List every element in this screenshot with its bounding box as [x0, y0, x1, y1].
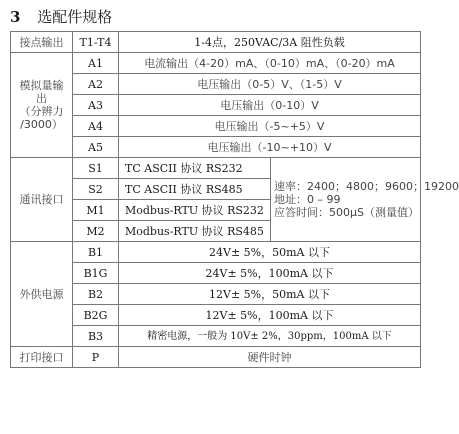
analog-label-line: 出 — [36, 92, 47, 105]
option-desc: 硬件时钟 — [119, 347, 421, 368]
option-code: P — [73, 347, 119, 368]
option-desc: 电压输出（0-10）V — [119, 95, 421, 116]
option-desc: TC ASCII 协议 RS485 — [119, 179, 271, 200]
options-spec-table — [10, 31, 459, 368]
option-desc: Modbus-RTU 协议 RS232 — [119, 200, 271, 221]
table-row — [11, 242, 421, 263]
option-code: B1 — [73, 242, 119, 263]
option-code: S2 — [73, 179, 119, 200]
option-desc: Modbus-RTU 协议 RS485 — [119, 221, 271, 242]
table-row — [11, 326, 421, 347]
table-row — [11, 95, 421, 116]
analog-output-label — [11, 53, 73, 158]
section-heading: 选配件规格 — [37, 8, 113, 26]
table-row — [11, 263, 421, 284]
option-code: B2 — [73, 284, 119, 305]
relay-output-desc: 1-4点，250VAC/3A 阻性负载 — [119, 32, 421, 53]
option-desc: 12V± 5%，100mA 以下 — [119, 305, 421, 326]
option-code: A5 — [73, 137, 119, 158]
section-number: 3 — [10, 8, 21, 26]
option-desc: TC ASCII 协议 RS232 — [119, 158, 271, 179]
option-desc: 12V± 5%，50mA 以下 — [119, 284, 421, 305]
external-power-label: 外供电源 — [11, 242, 73, 347]
table-row — [11, 53, 421, 74]
response-time-text: 应答时间：500μS（测量值） — [274, 206, 419, 219]
table-row — [11, 158, 421, 179]
table-row — [11, 32, 421, 53]
option-code: A2 — [73, 74, 119, 95]
option-desc: 精密电源，一般为 10V± 2%，30ppm，100mA 以下 — [119, 326, 421, 347]
analog-label-line: /3000） — [20, 118, 63, 131]
option-desc: 电压输出（-5~+5）V — [119, 116, 421, 137]
option-code: M2 — [73, 221, 119, 242]
option-code: B2G — [73, 305, 119, 326]
option-desc: 24V± 5%，100mA 以下 — [119, 263, 421, 284]
option-code: M1 — [73, 200, 119, 221]
option-desc: 电流输出（4-20）mA、（0-10）mA、（0-20）mA — [119, 53, 421, 74]
option-code: A3 — [73, 95, 119, 116]
option-desc: 电压输出（0-5）V、（1-5）V — [119, 74, 421, 95]
comm-parameters — [271, 158, 459, 242]
baud-rate-text: 速率：2400；4800；9600；19200 — [274, 180, 459, 193]
relay-output-label: 接点输出 — [11, 32, 73, 53]
analog-label-line: （分辨力 — [19, 105, 64, 118]
relay-output-code: T1-T4 — [73, 32, 119, 53]
option-code: A1 — [73, 53, 119, 74]
option-desc: 电压输出（-10~+10）V — [119, 137, 421, 158]
table-row — [11, 347, 421, 368]
table-row — [11, 74, 421, 95]
option-code: B3 — [73, 326, 119, 347]
print-interface-label: 打印接口 — [11, 347, 73, 368]
table-row — [11, 284, 421, 305]
analog-label-line: 模拟量输 — [19, 79, 64, 92]
option-code: S1 — [73, 158, 119, 179]
option-desc: 24V± 5%，50mA 以下 — [119, 242, 421, 263]
section-title — [10, 6, 112, 28]
option-code: A4 — [73, 116, 119, 137]
table-row — [11, 137, 421, 158]
table-row — [11, 116, 421, 137]
address-range-text: 地址：0 – 99 — [274, 193, 341, 206]
comm-interface-label: 通讯接口 — [11, 158, 73, 242]
table-row — [11, 305, 421, 326]
option-code: B1G — [73, 263, 119, 284]
